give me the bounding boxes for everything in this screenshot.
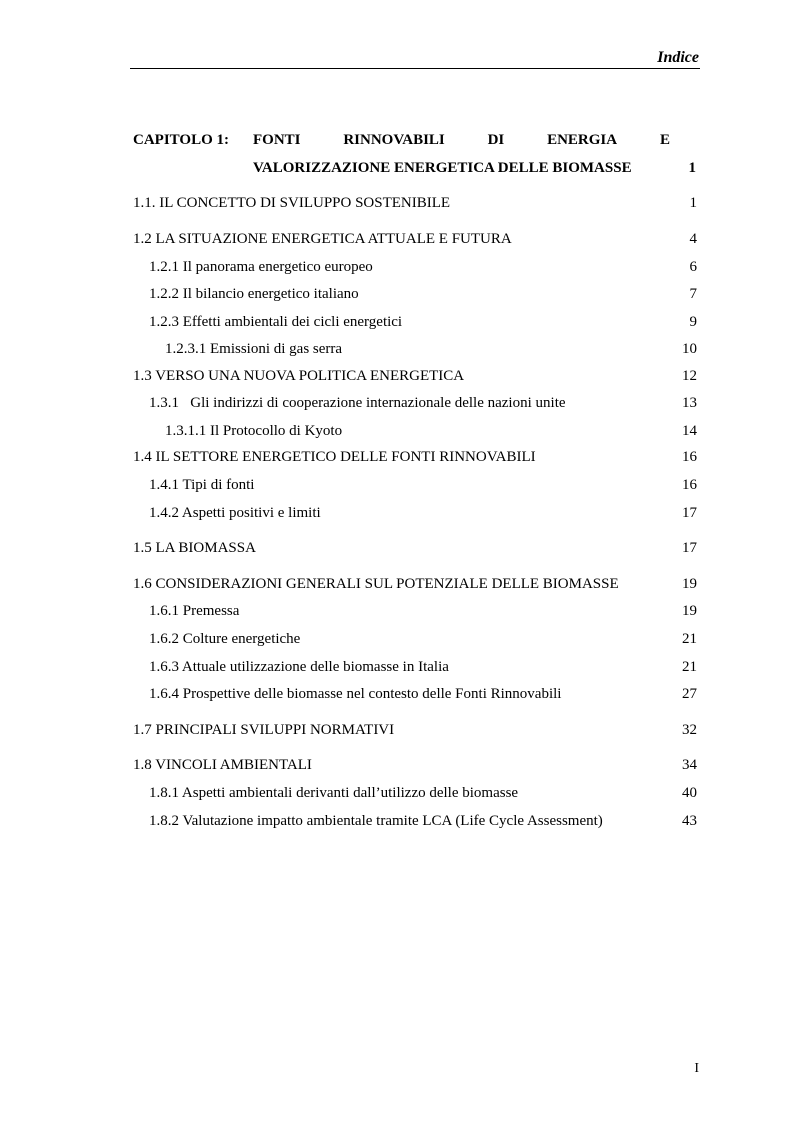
toc-entry-page-number: 40	[682, 785, 697, 801]
toc-entry-title: 1.3.1 Gli indirizzi di cooperazione internazionale delle nazioni unite	[149, 395, 566, 411]
toc-entry-title: 1.1. IL CONCETTO DI SVILUPPO SOSTENIBILE	[133, 195, 451, 211]
toc-entry	[0, 340, 697, 358]
toc-entry-title: 1.6.2 Colture energetiche	[149, 631, 301, 647]
toc-entry	[0, 367, 697, 385]
toc-entry-title: 1.6.3 Attuale utilizzazione delle biomasse in Italia	[149, 659, 449, 675]
toc-entry-page-number: 34	[682, 757, 697, 773]
chapter-title-line-2: VALORIZZAZIONE ENERGETICA DELLE BIOMASSE	[253, 160, 632, 176]
toc-entry	[0, 448, 697, 466]
toc-entry	[0, 504, 697, 522]
toc-entry-page-number: 6	[689, 259, 697, 275]
toc-entry-title: 1.2.2 Il bilancio energetico italiano	[149, 286, 359, 302]
toc-entry-title: 1.5 LA BIOMASSA	[133, 540, 256, 556]
toc-entry	[0, 602, 697, 620]
toc-entry	[0, 784, 697, 802]
toc-entry-page-number: 16	[682, 477, 697, 493]
toc-entry	[0, 194, 697, 212]
toc-entry-title: 1.8 VINCOLI AMBIENTALI	[133, 757, 312, 773]
chapter-title-word: RINNOVABILI	[343, 132, 445, 148]
toc-entry	[0, 394, 697, 412]
chapter-label: CAPITOLO 1:	[133, 132, 229, 148]
toc-entry-page-number: 4	[689, 231, 697, 247]
toc-entry-page-number: 19	[682, 603, 697, 619]
chapter-title-word: DI	[487, 132, 505, 148]
toc-entry-title: 1.4.1 Tipi di fonti	[149, 477, 255, 493]
toc-entry	[0, 230, 697, 248]
toc-entry	[0, 812, 697, 830]
toc-entry-page-number: 7	[689, 286, 697, 302]
toc-entry-page-number: 17	[682, 505, 697, 521]
toc-entry-page-number: 13	[682, 395, 697, 411]
chapter-title-line-1	[253, 131, 670, 149]
toc-entry-title: 1.2.3 Effetti ambientali dei cicli energetici	[149, 314, 403, 330]
toc-entry-page-number: 43	[682, 813, 697, 829]
toc-entry-page-number: 17	[682, 540, 697, 556]
toc-entry-page-number: 16	[682, 449, 697, 465]
toc-entry	[0, 476, 697, 494]
chapter-title-word: ENERGIA	[547, 132, 618, 148]
toc-entry-title: 1.4.2 Aspetti positivi e limiti	[149, 505, 321, 521]
toc-entry-page-number: 12	[682, 368, 697, 384]
running-header-title: Indice	[657, 49, 699, 66]
toc-entry-title: 1.2.3.1 Emissioni di gas serra	[165, 341, 343, 357]
toc-entry-page-number: 21	[682, 631, 697, 647]
toc-entry	[0, 685, 697, 703]
toc-entry-title: 1.6 CONSIDERAZIONI GENERALI SUL POTENZIALE DELLE BIOMASSE	[133, 576, 619, 592]
toc-entry	[0, 630, 697, 648]
page-number: I	[694, 1061, 699, 1076]
toc-entry	[0, 658, 697, 676]
toc-entry-page-number: 1	[689, 195, 697, 211]
chapter-title-word: E	[659, 132, 670, 148]
toc-entry-title: 1.8.2 Valutazione impatto ambientale tramite LCA (Life Cycle Assessment)	[149, 813, 603, 829]
chapter-title-word: FONTI	[253, 132, 301, 148]
toc-entry	[0, 539, 697, 557]
toc-entry	[0, 313, 697, 331]
toc-entry	[0, 258, 697, 276]
toc-entry-title: 1.7 PRINCIPALI SVILUPPI NORMATIVI	[133, 722, 395, 738]
toc-entry-title: 1.6.4 Prospettive delle biomasse nel contesto delle Fonti Rinnovabili	[149, 686, 562, 702]
toc-entry-page-number: 21	[682, 659, 697, 675]
toc-entry-page-number: 19	[682, 576, 697, 592]
toc-entry-title: 1.4 IL SETTORE ENERGETICO DELLE FONTI RINNOVABILI	[133, 449, 536, 465]
toc-entry	[0, 721, 697, 739]
toc-entry-page-number: 27	[682, 686, 697, 702]
toc-entry	[0, 422, 697, 440]
toc-entry-page-number: 32	[682, 722, 697, 738]
toc-entry	[0, 285, 697, 303]
toc-entry	[0, 575, 697, 593]
toc-entry-page-number: 10	[682, 341, 697, 357]
chapter-page-number: 1	[688, 160, 696, 176]
toc-entry-page-number: 9	[689, 314, 697, 330]
toc-entry-title: 1.3.1.1 Il Protocollo di Kyoto	[165, 423, 343, 439]
toc-entry-title: 1.2 LA SITUAZIONE ENERGETICA ATTUALE E FUTURA	[133, 231, 512, 247]
toc-entry	[0, 756, 697, 774]
header-divider	[130, 68, 700, 69]
toc-entry-title: 1.2.1 Il panorama energetico europeo	[149, 259, 373, 275]
toc-entry-title: 1.6.1 Premessa	[149, 603, 240, 619]
toc-entry-page-number: 14	[682, 423, 697, 439]
toc-entry-title: 1.8.1 Aspetti ambientali derivanti dall’utilizzo delle biomasse	[149, 785, 519, 801]
toc-entry-title: 1.3 VERSO UNA NUOVA POLITICA ENERGETICA	[133, 368, 465, 384]
